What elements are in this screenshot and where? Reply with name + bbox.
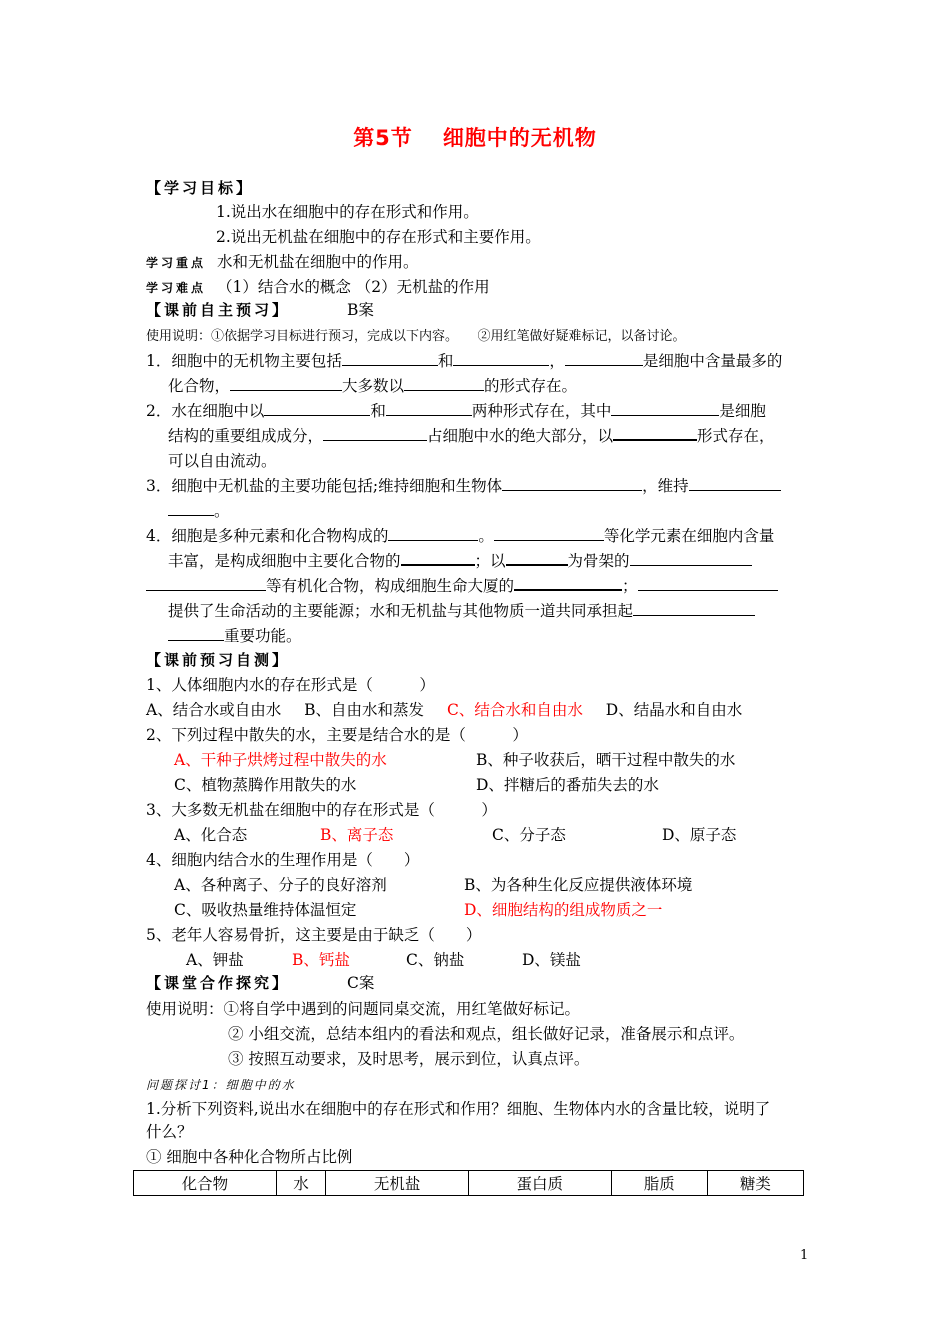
goals-header: 【学习目标】 bbox=[146, 179, 255, 197]
mc-question-5: 5、老年人容易骨折，这主要是由于缺乏（ ） bbox=[146, 926, 482, 944]
key-text: 水和无机盐在细胞中的作用。 bbox=[216, 253, 419, 271]
goal-item: 2.说出无机盐在细胞中的存在形式和主要作用。 bbox=[216, 228, 541, 246]
mc-option: A、钾盐 bbox=[186, 951, 244, 969]
mc-option: D、结晶水和自由水 bbox=[605, 701, 743, 719]
mc-option-answer: A、干种子烘烤过程中散失的水 bbox=[174, 751, 387, 769]
selftest-header: 【课前预习自测】 bbox=[146, 651, 291, 669]
fill-question-4-cont: 丰富，是构成细胞中主要化合物的 ；以 为骨架的 bbox=[168, 550, 752, 572]
difficulty-label: 学习难点 bbox=[146, 281, 207, 295]
explore-question-cont: 什么？ bbox=[146, 1123, 193, 1141]
mc-question-3: 3、大多数无机盐在细胞中的存在形式是（ ） bbox=[146, 801, 497, 819]
fill-question-4-line3: 等有机化合物，构成细胞生命大厦的 ； bbox=[146, 575, 778, 597]
mc-option: B、为各种生化反应提供液体环境 bbox=[464, 876, 693, 894]
coop-usage: 使用说明：①将自学中遇到的问题同桌交流，用红笔做好标记。 bbox=[146, 1000, 581, 1018]
fill-question-2-end: 可以自由流动。 bbox=[168, 452, 277, 470]
mc-option-answer: C、结合水和自由水 bbox=[446, 701, 583, 719]
mc-option: C、植物蒸腾作用散失的水 bbox=[174, 776, 357, 794]
mc-option: B、种子收获后，晒干过程中散失的水 bbox=[476, 751, 736, 769]
preview-usage: 使用说明：①依据学习目标进行预习，完成以下内容。 ②用红笔做好疑难标记，以备讨论。 bbox=[146, 329, 686, 344]
key-point bbox=[146, 251, 418, 274]
table-header-cell: 脂质 bbox=[611, 1171, 707, 1196]
fill-question-3: 3．细胞中无机盐的主要功能包括;维持细胞和生物体 ，维持 bbox=[146, 475, 781, 497]
page-number: 1 bbox=[800, 1248, 809, 1263]
fill-question-2-cont: 结构的重要组成成分， 占细胞中水的绝大部分，以 形式存在， bbox=[168, 427, 775, 445]
mc-question-2: 2、下列过程中散失的水，主要是结合水的是（ ） bbox=[146, 726, 528, 744]
explore-question: 1.分析下列资料,说出水在细胞中的存在形式和作用？细胞、生物体内水的含量比较，说明了 bbox=[146, 1100, 771, 1118]
compound-table bbox=[133, 1170, 804, 1196]
mc-option: B、自由水和蒸发 bbox=[304, 701, 425, 719]
mc-question-1: 1、人体细胞内水的存在形式是（ ） bbox=[146, 676, 435, 694]
mc-options-1 bbox=[146, 699, 742, 721]
mc-option: A、各种离子、分子的良好溶剂 bbox=[174, 876, 387, 894]
page-title bbox=[0, 122, 950, 152]
coop-case: C案 bbox=[346, 974, 375, 992]
coop-usage: ② 小组交流，总结本组内的看法和观点，组长做好记录，准备展示和点评。 bbox=[228, 1025, 745, 1043]
mc-option: D、镁盐 bbox=[522, 951, 581, 969]
fill-question-1-cont: 化合物， 大多数以 的形式存在。 bbox=[168, 377, 578, 395]
difficulty-point bbox=[146, 276, 490, 299]
mc-option: D、原子态 bbox=[662, 826, 737, 844]
table-header-cell: 蛋白质 bbox=[468, 1171, 611, 1196]
mc-option: A、化合态 bbox=[174, 826, 248, 844]
table-caption: ① 细胞中各种化合物所占比例 bbox=[146, 1148, 353, 1166]
mc-option: D、拌糖后的番茄失去的水 bbox=[476, 776, 659, 794]
table-header-cell: 无机盐 bbox=[326, 1171, 469, 1196]
table-header-cell: 糖类 bbox=[707, 1171, 803, 1196]
title-name: 细胞中的无机物 bbox=[442, 126, 597, 150]
mc-option: C、钠盐 bbox=[406, 951, 465, 969]
fill-question-4-line4: 提供了生命活动的主要能源；水和无机盐与其他物质一道共同承担起 bbox=[168, 600, 755, 622]
mc-question-4: 4、细胞内结合水的生理作用是（ ） bbox=[146, 851, 420, 869]
mc-option: C、分子态 bbox=[492, 826, 566, 844]
table-header-row bbox=[134, 1171, 804, 1196]
preview-header: 【课前自主预习】 bbox=[146, 301, 291, 319]
fill-question-4-line5: 重要功能。 bbox=[168, 625, 302, 647]
preview-case: B案 bbox=[346, 301, 374, 319]
table-header-cell: 化合物 bbox=[134, 1171, 277, 1196]
mc-option: A、结合水或自由水 bbox=[146, 701, 282, 719]
table-header-cell: 水 bbox=[276, 1171, 326, 1196]
difficulty-text: （1）结合水的概念 （2）无机盐的作用 bbox=[216, 278, 490, 296]
mc-option-answer: D、细胞结构的组成物质之一 bbox=[464, 901, 663, 919]
title-section: 第5节 bbox=[353, 126, 413, 150]
mc-option-answer: B、离子态 bbox=[320, 826, 394, 844]
fill-question-3-cont: 。 bbox=[168, 500, 230, 522]
coop-usage: ③ 按照互动要求，及时思考，展示到位，认真点评。 bbox=[228, 1050, 590, 1068]
preview-header-row bbox=[146, 299, 374, 321]
fill-question-4: 4．细胞是多种元素和化合物构成的 。 等化学元素在细胞内含量 bbox=[146, 527, 775, 545]
goal-item: 1.说出水在细胞中的存在形式和作用。 bbox=[216, 203, 479, 221]
coop-header: 【课堂合作探究】 bbox=[146, 974, 291, 992]
fill-question-1: 1．细胞中的无机物主要包括 和 ， 是细胞中含量最多的 bbox=[146, 352, 783, 370]
fill-question-2: 2．水在细胞中以 和 两种形式存在，其中 是细胞 bbox=[146, 402, 766, 420]
key-label: 学习重点 bbox=[146, 256, 207, 270]
explore-label: 问题探讨1：细胞中的水 bbox=[146, 1078, 296, 1092]
coop-header-row bbox=[146, 972, 374, 994]
mc-option: C、吸收热量维持体温恒定 bbox=[174, 901, 357, 919]
mc-option-answer: B、钙盐 bbox=[292, 951, 350, 969]
